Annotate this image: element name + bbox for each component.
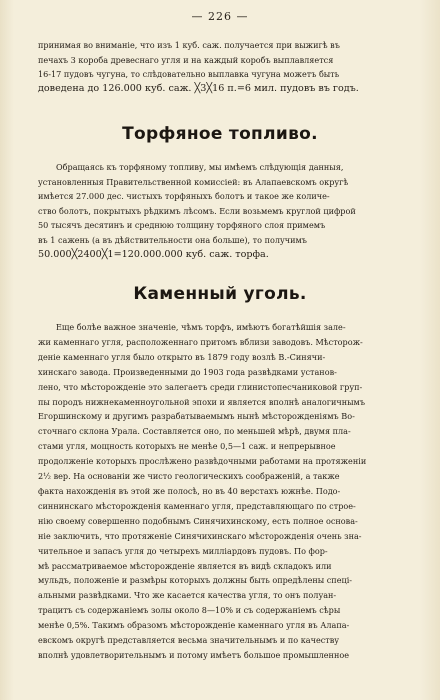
text-line: синнинскаго мѣсторожденія каменнаго угля, представляющаго по строе- (38, 500, 356, 511)
text-line: чительное и запасъ угля до четырехъ милліардовъ пудовъ. По фор- (38, 545, 328, 556)
text-line: пы породъ нижнекаменноугольной эпохи и является вполнѣ аналогичнымъ (38, 396, 365, 407)
text-line: жи каменнаго угля, расположеннаго притомъ вблизи заводовъ. Мѣсторож- (38, 336, 363, 347)
text-line: вполнѣ удовлетворительнымъ и потому имѣетъ большое промышленное (38, 649, 349, 660)
text-line: сточнаго склона Урала. Составляется оно, по меньшей мѣрѣ, двумя пла- (38, 426, 351, 437)
heading-peat-fuel: Торфяное топливо. (122, 124, 318, 144)
text-line: 50 тысячъ десятинъ и среднюю толщину торфяного слоя примемъ (38, 220, 326, 231)
text-line: доведена до 126.000 куб. саж. ╳3╳16 п.=6 мил. пудовъ въ годъ. (38, 82, 359, 94)
text-line: Обращаясь къ торфяному топливу, мы имѣемъ слѣдующія данныя, (56, 162, 344, 172)
text-line: факта нахожденія въ этой же полосѣ, но въ 40 верстахъ южнѣе. Подо- (38, 485, 341, 496)
text-line: стами угля, мощность которыхъ не менѣе 0,5—1 саж. и непрерывное (38, 441, 336, 452)
heading-coal: Каменный уголь. (133, 284, 307, 304)
text-line: въ 1 сажень (а въ дѣйствительности она больше), то получимъ (38, 234, 307, 245)
text-line: 2½ вер. На основаніи же чисто геологическихъ соображеній, а также (38, 471, 340, 482)
text-line: мульдъ, положеніе и размѣры которыхъ должны быть опредѣлены спеці- (38, 575, 353, 586)
text-line: ство болотъ, покрытыхъ рѣдкимъ лѣсомъ. Если возьмемъ круглой цифрой (38, 205, 356, 216)
text-line: ніе заключить, что протяженіе Синячихинскаго мѣсторожденія очень зна- (38, 530, 362, 541)
paragraph-coal (38, 320, 416, 663)
text-line: альными развѣдками. Что же касается качества угля, то онъ полуан- (38, 590, 337, 601)
text-line: печахъ 3 короба древеснаго угля и на каждый коробъ выплавляется (38, 54, 334, 65)
text-line: менѣе 0,5%. Такимъ образомъ мѣсторожденіе каменнаго угля въ Алапа- (38, 620, 350, 631)
text-line: евскомъ округѣ представляется весьма значительнымъ и по качеству (38, 635, 340, 646)
paragraph-charcoal (38, 38, 416, 96)
text-line: Еще болѣе важное значеніе, чѣмъ торфъ, имѣютъ богатѣйшія зале- (56, 322, 346, 332)
text-line: 16-17 пудовъ чугуна, то слѣдовательно выплавка чугуна можетъ быть (38, 69, 340, 80)
text-line: установленныя Правительственной комиссіей: въ Алапаевскомъ округѣ (38, 176, 349, 187)
text-line: мѣ рассматриваемое мѣсторожденіе является въ видѣ складокъ или (38, 560, 332, 571)
text-line: хинскаго завода. Произведенными до 1903 года развѣдками установ- (38, 366, 337, 377)
text-line: нію своему совершенно подобнымъ Синячихинскому, есть полное основа- (38, 515, 358, 526)
text-line: продолженіе которыхъ прослѣжено развѣдочными работами на протяженіи (38, 456, 367, 467)
page-number: — 226 — (191, 10, 249, 23)
text-line: имѣется 27.000 дес. чистыхъ торфяныхъ болотъ и такое же количе- (38, 191, 330, 202)
text-line: Егоршинскому и другимъ разрабатываемымъ нынѣ мѣсторожденіямъ Во- (38, 411, 355, 422)
paragraph-peat (38, 160, 416, 262)
text-line: 50.000╳2400╳1=120.000.000 куб. саж. торфа. (38, 248, 269, 260)
text-line: лено, что мѣсторожденіе это залегаетъ среди глинистопесчаниковой груп- (38, 381, 363, 392)
text-line: принимая во вниманіе, что изъ 1 куб. саж. получается при выжигѣ въ (38, 40, 340, 50)
text-line: трацитъ съ содержаніемъ золы около 8—10% и съ содержаніемъ сѣры (38, 605, 341, 616)
text-line: деніе каменнаго угля было открыто въ 1879 году возлѣ В.-Синячи- (38, 351, 326, 362)
